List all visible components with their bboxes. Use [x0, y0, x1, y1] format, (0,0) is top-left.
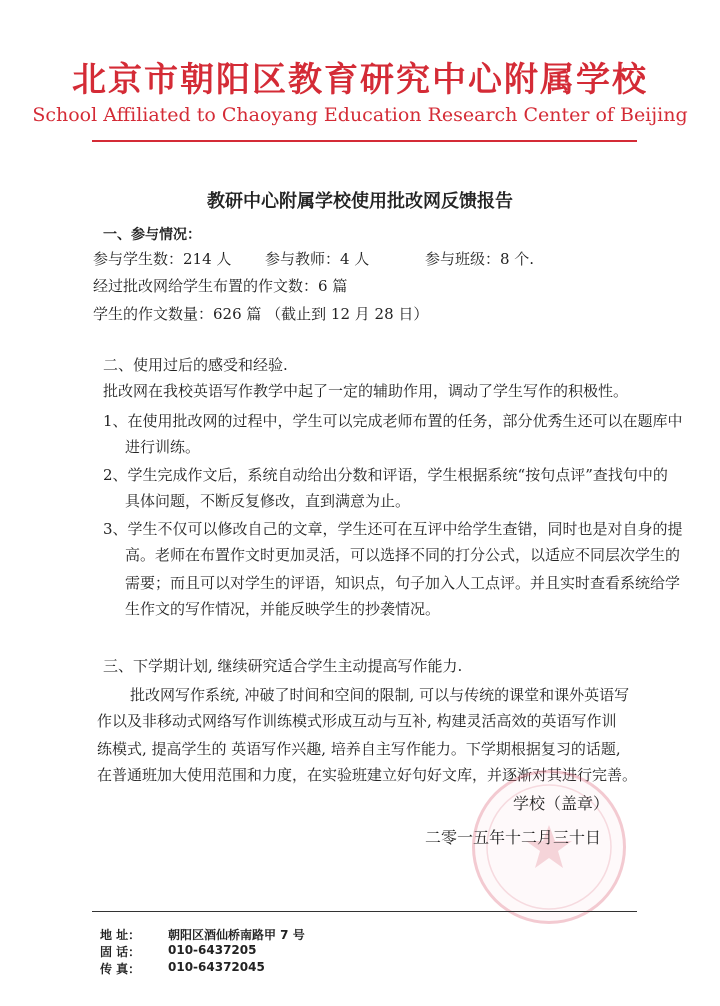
address-label: 地 址：: [100, 928, 141, 942]
assignments-count: 经过批改网给学生布置的作文数：6 篇: [93, 277, 348, 295]
fax-label: 传 真：: [100, 962, 141, 976]
section2-intro: 批改网在我校英语写作教学中起了一定的辅助作用，调动了学生写作的积极性。: [103, 382, 629, 400]
section3-line1: 批改网写作系统, 冲破了时间和空间的限制, 可以与传统的课堂和课外英语写: [130, 686, 630, 704]
item3-line4: 生作文的写作情况，并能反映学生的抄袭情况。: [125, 600, 441, 618]
section3-line3: 练模式, 提高学生的 英语写作兴趣, 培养自主写作能力。下学期根据复习的话题,: [97, 740, 621, 758]
teachers-count: 参与教师：4 人: [265, 250, 370, 268]
fax-value: 010-64372045: [168, 960, 265, 974]
section3-line2: 作以及非移动式网络写作训练模式形成互动与互补, 构建灵活高效的英语写作训: [97, 712, 617, 730]
report-date: 二零一五年十二月三十日: [425, 828, 602, 847]
section3-heading: 三、下学期计划, 继续研究适合学生主动提高写作能力.: [103, 657, 463, 675]
section2-heading: 二、使用过后的感受和经验.: [103, 356, 288, 374]
school-name-cn: 北京市朝阳区教育研究中心附属学校: [72, 60, 648, 100]
item2-line2: 具体问题，不断反复修改，直到满意为止。: [125, 492, 411, 510]
item2-line1: 2、学生完成作文后，系统自动给出分数和评语，学生根据系统“按句点评”查找句中的: [103, 466, 668, 484]
school-name-en: School Affiliated to Chaoyang Education Research Center of Beijing: [32, 104, 688, 126]
section3-line4: 在普通班加大使用范围和力度，在实验班建立好句好文库，并逐渐对其进行完善。: [97, 766, 638, 784]
address-value: 朝阳区酒仙桥南路甲 7 号: [168, 928, 305, 942]
item3-line1: 3、学生不仅可以修改自己的文章，学生还可在互评中给学生查错，同时也是对自身的提: [103, 520, 683, 538]
item1-line1: 1、在使用批改网的过程中，学生可以完成老师布置的任务，部分优秀生还可以在题库中: [103, 412, 683, 430]
item3-line3: 需要；而且可以对学生的评语，知识点，句子加入人工点评。并且实时查看系统给学: [125, 574, 681, 592]
footer-divider: [92, 911, 637, 912]
letterhead-divider: [92, 140, 637, 142]
report-title: 教研中心附属学校使用批改网反馈报告: [207, 191, 513, 212]
classes-count: 参与班级：8 个.: [425, 250, 535, 268]
phone-label: 固 话：: [100, 945, 141, 959]
signature-label: 学校（盖章）: [513, 794, 610, 813]
item3-line2: 高。老师在布置作文时更加灵活，可以选择不同的打分公式，以适应不同层次学生的: [125, 546, 681, 564]
item1-line2: 进行训练。: [125, 438, 201, 456]
phone-value: 010-6437205: [168, 943, 257, 957]
section1-heading: 一、参与情况：: [103, 227, 201, 243]
students-count: 参与学生数：214 人: [93, 250, 232, 268]
essays-count: 学生的作文数量：626 篇 （截止到 12 月 28 日）: [93, 305, 429, 323]
